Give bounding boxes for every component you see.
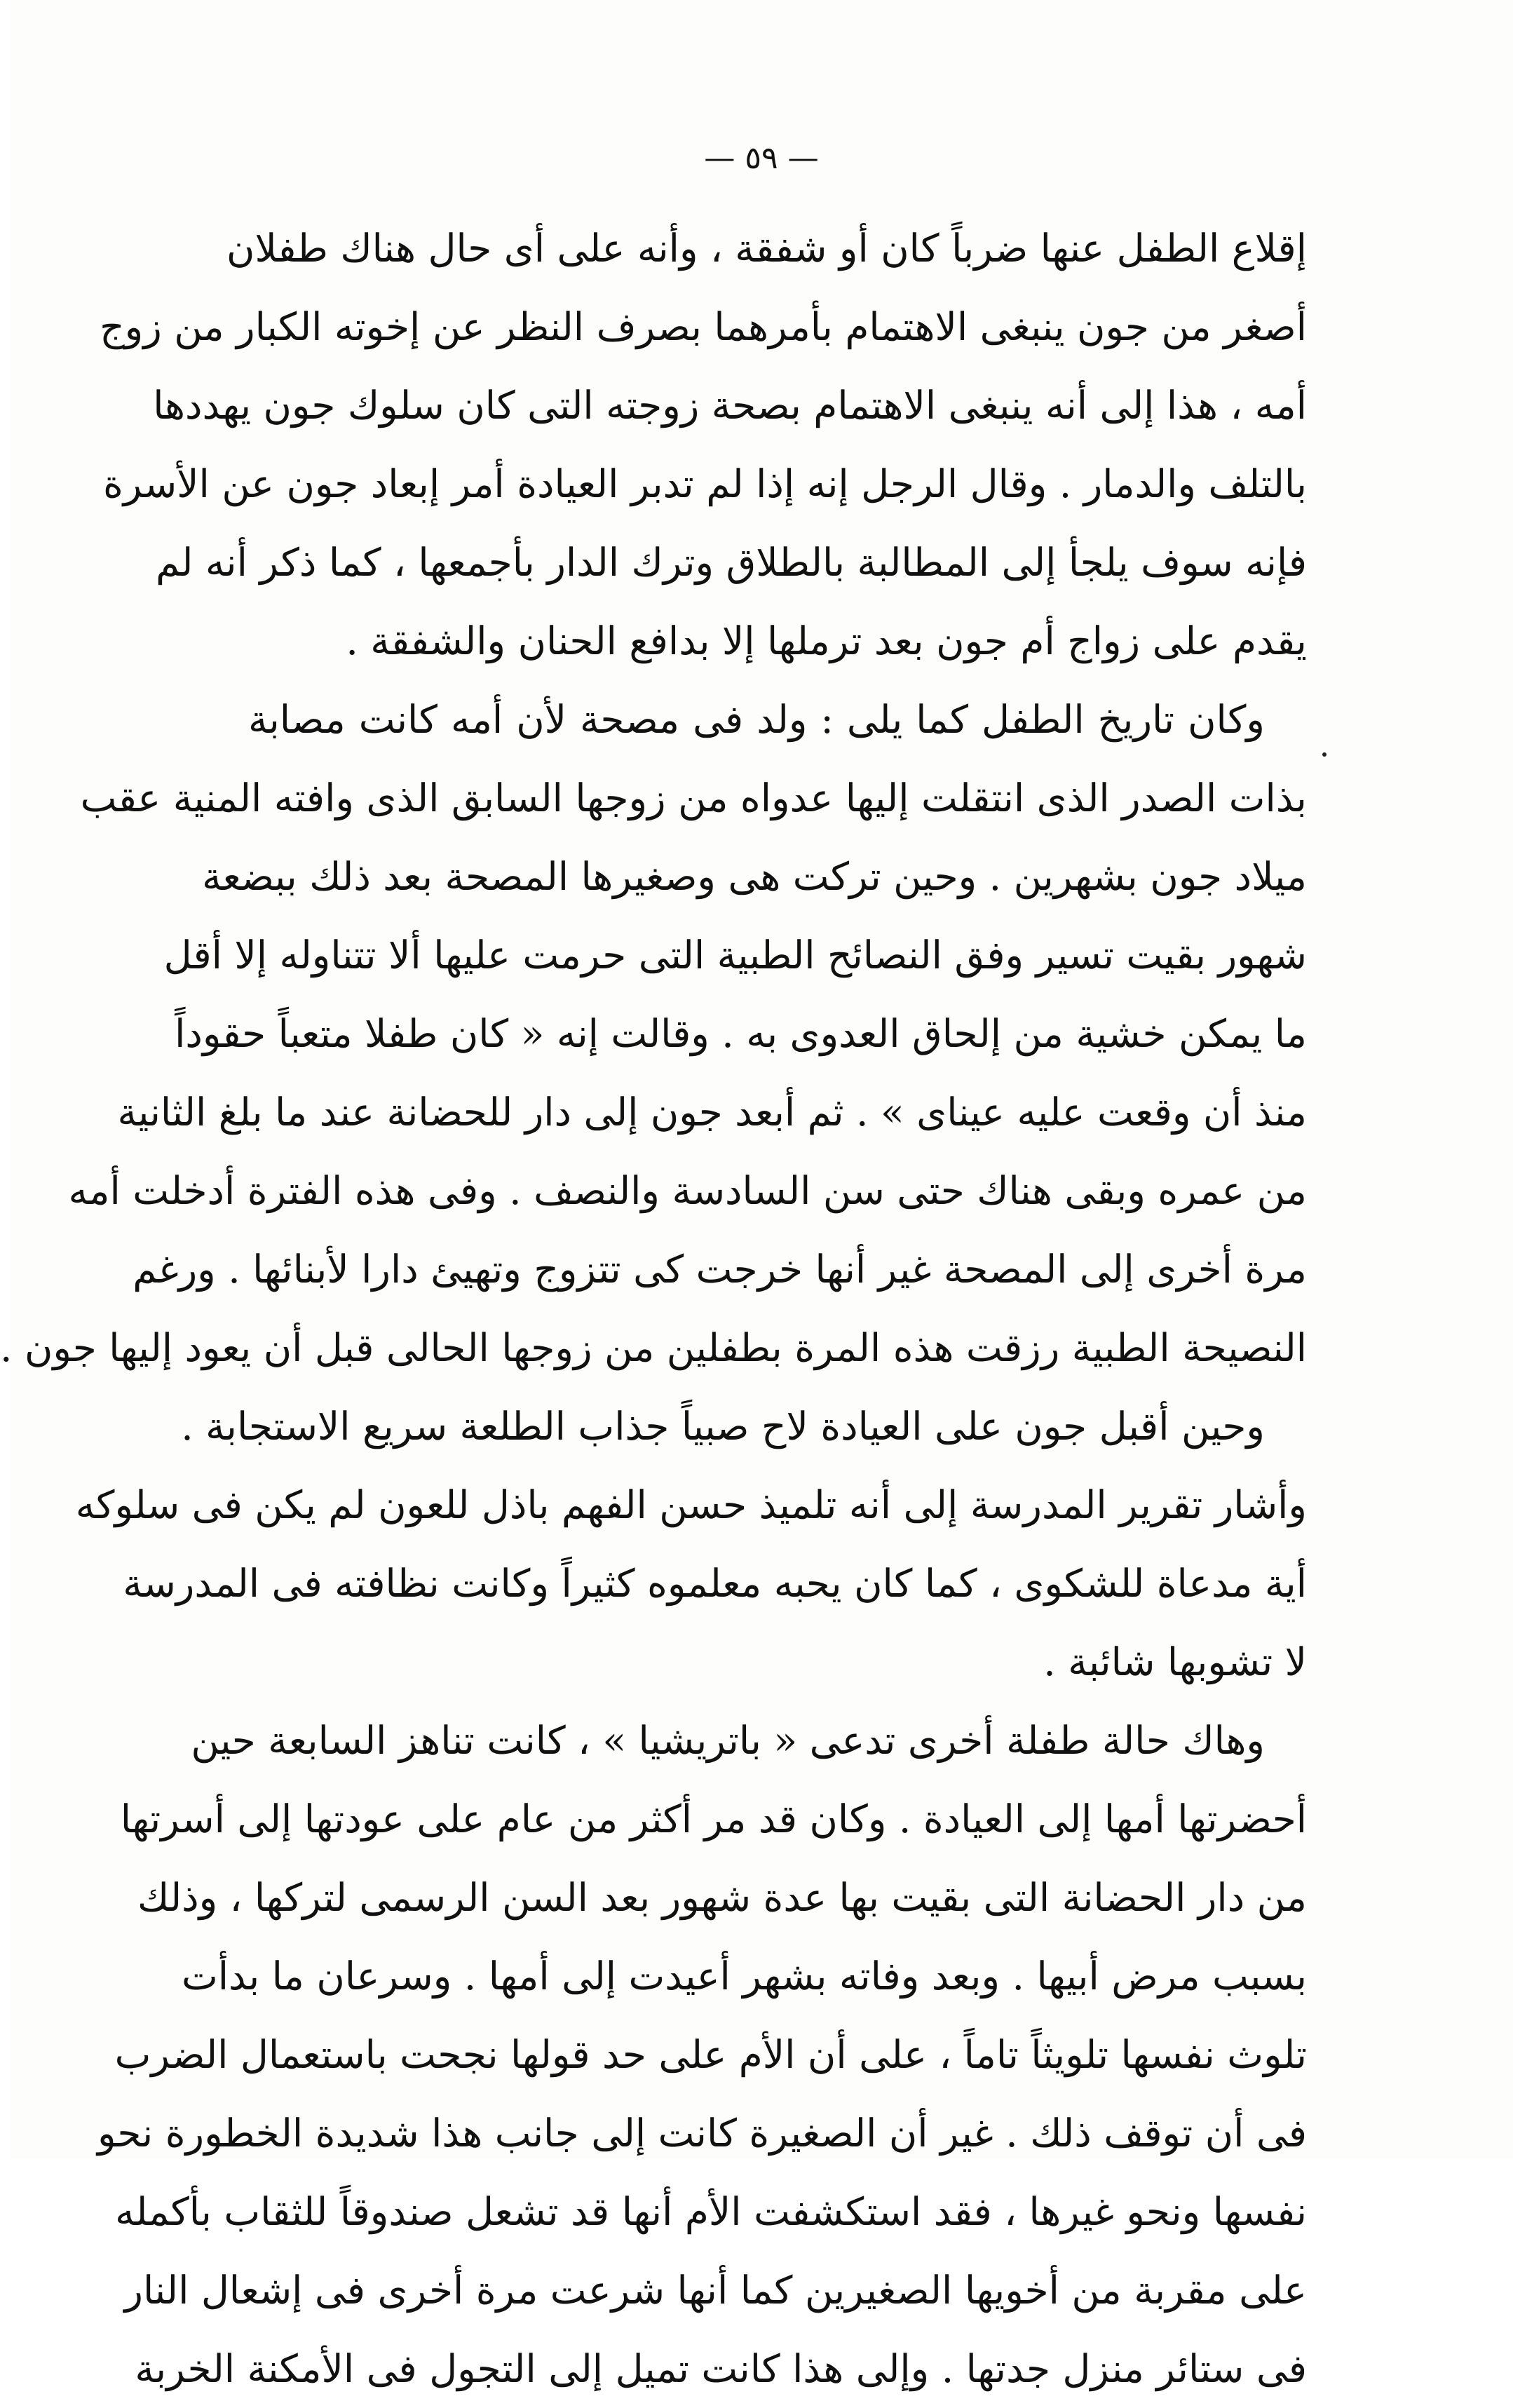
- text-line: فى ستائر منزل جدتها . وإلى هذا كانت تميل إلى التجول فى الأمكنة الخربة: [135, 2346, 1307, 2391]
- text-line: النصيحة الطبية رزقت هذه المرة بطفلين من زوجها الحالى قبل أن يعود إليها جون .: [0, 1325, 1307, 1370]
- text-line: وحين أقبل جون على العيادة لاح صبياً جذاب الطلعة سريع الاستجابة .: [181, 1404, 1265, 1449]
- text-line: مرة أخرى إلى المصحة غير أنها خرجت كى تتزوج وتهيئ دارا لأبنائها . ورغم: [133, 1247, 1307, 1292]
- text-line: أية مدعاة للشكوى ، كما كان يحبه معلموه كثيراً وكانت نظافته فى المدرسة: [123, 1561, 1307, 1606]
- text-line: ما يمكن خشية من إلحاق العدوى به . وقالت إنه « كان طفلا متعباً حقوداً: [175, 1011, 1307, 1056]
- text-line: إقلاع الطفل عنها ضرباً كان أو شفقة ، وأنه على أى حال هناك طفلان: [226, 226, 1307, 271]
- text-line: منذ أن وقعت عليه عيناى » . ثم أبعد جون إلى دار للحضانة عند ما بلغ الثانية: [117, 1090, 1307, 1135]
- text-line: فى أن توقف ذلك . غير أن الصغيرة كانت إلى جانب هذا شديدة الخطورة نحو: [97, 2111, 1307, 2156]
- text-line: أحضرتها أمها إلى العيادة . وكان قد مر أكثر من عام على عودتها إلى أسرتها: [120, 1797, 1307, 1841]
- text-line: بالتلف والدمار . وقال الرجل إنه إذا لم تدبر العيادة أمر إبعاد جون عن الأسرة: [102, 461, 1307, 506]
- body-text: [0, 209, 1307, 2408]
- text-line: بذات الصدر الذى انتقلت إليها عدواه من زوجها السابق الذى وافته المنية عقب: [80, 776, 1307, 820]
- text-line: تلوث نفسها تلويثاً تاماً ، على أن الأم على حد قولها نجحت باستعمال الضرب: [114, 2032, 1307, 2077]
- text-line: فإنه سوف يلجأ إلى المطالبة بالطلاق وترك الدار بأجمعها ، كما ذكر أنه لم: [155, 540, 1307, 585]
- text-line: أمه ، هذا إلى أنه ينبغى الاهتمام بصحة زوجته التى كان سلوك جون يهددها: [153, 383, 1307, 428]
- text-line: وهاك حالة طفلة أخرى تدعى « باتريشيا » ، كانت تناهز السابعة حين: [191, 1718, 1265, 1763]
- text-line: يقدم على زواج أم جون بعد ترملها إلا بدافع الحنان والشفقة .: [346, 618, 1307, 663]
- text-line: نفسها ونحو غيرها ، فقد استكشفت الأم أنها قد تشعل صندوقاً للثقاب بأكمله: [115, 2189, 1307, 2234]
- text-line: أصغر من جون ينبغى الاهتمام بأمرهما بصرف النظر عن إخوته الكبار من زوج: [100, 304, 1307, 349]
- text-line: شهور بقيت تسير وفق النصائح الطبية التى حرمت عليها ألا تتناوله إلا أقل: [163, 933, 1307, 978]
- text-line: من عمره وبقى هناك حتى سن السادسة والنصف . وفى هذه الفترة أدخلت أمه: [68, 1168, 1307, 1213]
- text-line: ميلاد جون بشهرين . وحين تركت هى وصغيرها المصحة بعد ذلك ببضعة: [202, 854, 1307, 899]
- page-number: — ٥٩ —: [704, 140, 819, 176]
- text-line: بسبب مرض أبيها . وبعد وفاته بشهر أعيدت إلى أمها . وسرعان ما بدأت: [181, 1954, 1307, 1998]
- text-line: وأشار تقرير المدرسة إلى أنه تلميذ حسن الفهم باذل للعون لم يكن فى سلوكه: [75, 1482, 1307, 1527]
- text-line: من دار الحضانة التى بقيت بها عدة شهور بعد السن الرسمى لتركها ، وذلك: [137, 1875, 1307, 1920]
- text-line: لا تشوبها شائبة .: [1043, 1639, 1307, 1684]
- text-line: على مقربة من أخويها الصغيرين كما أنها شرعت مرة أخرى فى إشعال النار: [124, 2268, 1307, 2313]
- text-line: وكان تاريخ الطفل كما يلى : ولد فى مصحة لأن أمه كانت مصابة: [248, 697, 1265, 742]
- margin-mark: [1322, 752, 1327, 757]
